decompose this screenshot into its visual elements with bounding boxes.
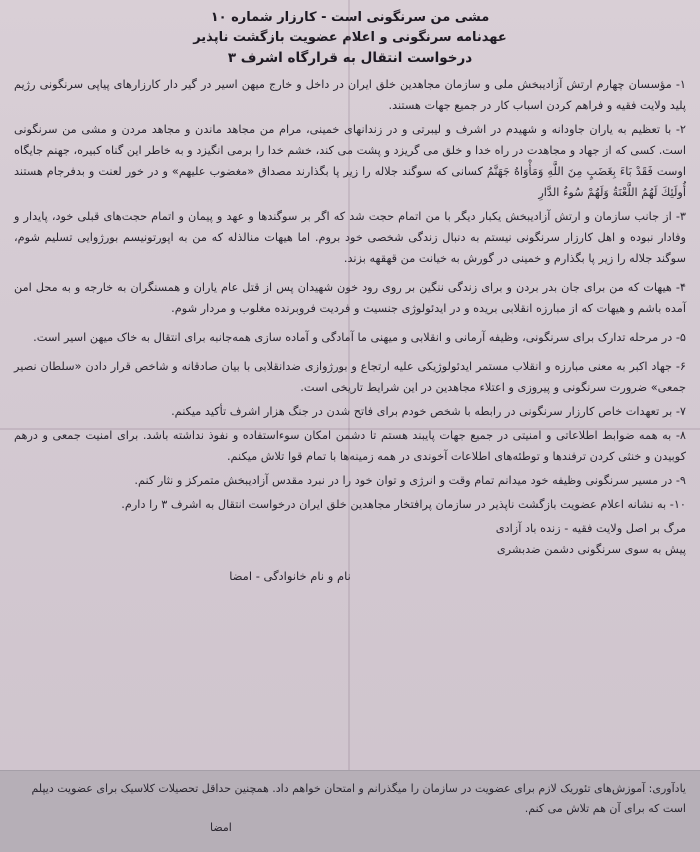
clause-2: ۲- با تعظیم به یاران جاودانه و شهیدم در اشرف و لیبرتی و در زندانهای خمینی، مرام من مجاهد ماندن و مجاهد مردن و مشی من سرنگونی است. کسی که از جهاد و مجاهدت در راه خدا و خلق می گریزد و پشت می کند، خشم خدا را برمی انگیزد و به خاطر این گناه کبیره، جهنم جایگاه اوست فَقَدْ بَاءَ بِغَضَبٍ مِنَ اللَّهِ وَمَأْوَاهُ جَهَنَّمُ کسانی که سوگند جلاله را زیر پا بگذارند مصداق «مغضوب علیهم» و در خور لعنت و بدفرجام هستند أُولَئِكَ لَهُمُ اللَّعْنَةُ وَلَهُمْ سُوءُ الدَّارِ (14, 123, 686, 199)
clause-9: ۹- در مسیر سرنگونی وظیفه خود میدانم تمام وقت و انرژی و توان خود را در نبرد مقدس آزادیبخش متمرکز و نثار کنم. (134, 474, 686, 487)
clause-3: ۳- از جانب سازمان و ارتش آزادیبخش یکبار دیگر با من اتمام حجت شد که اگر بر سوگندها و عهد و پیمان و اتمام حجت‌های قبلی خود، پایدار و وفادار نبوده و اهل کارزار سرنگونی نیستم به دنبال زندگی شخصی خود بروم. اما هیهات منالذله که من به اپورتونیسم بورژوایی تسلیم شوم، سوگند جلاله را زیر پا بگذارم و خمینی در گورش به خیانت من قهقهه بزند. (14, 210, 686, 265)
document-title-covenant: عهدنامه سرنگونی و اعلام عضویت بازگشت ناپذیر (193, 30, 507, 45)
reminder-box (0, 770, 700, 852)
paper-fold-vertical (348, 0, 350, 852)
clause-1: ۱- مؤسسان چهارم ارتش آزادیبخش ملی و سازمان مجاهدین خلق ایران در داخل و خارج میهن اسیر در گیر دار کارزارهای پیاپی سرنگونی رژیم پلید ولایت فقیه و فراهم کردن اسباب کار در جمیع جهات هستند. (14, 78, 686, 112)
closing-slogan-1: مرگ بر اصل ولایت فقیه - زنده باد آزادی (495, 522, 686, 535)
clause-7: ۷- بر تعهدات خاص کارزار سرنگونی در رابطه با شخص خودم برای فاتح شدن در جنگ هزار اشرف تأکید میکنم. (171, 405, 686, 418)
closing-slogan-2: پیش به سوی سرنگونی دشمن ضدبشری (496, 543, 686, 556)
clause-5: ۵- در مرحله تدارک برای سرنگونی، وظیفه آرمانی و انقلابی و میهنی ما آمادگی و آماده سازی همه‌جانبه برای انتقال به خاک میهن اسیر است. (33, 331, 686, 344)
document-title-request: درخواست انتقال به قرارگاه اشرف ۳ (227, 50, 473, 66)
clause-6: ۶- جهاد اکبر به معنی مبارزه و انقلاب مستمر ایدئولوژیکی علیه ارتجاع و بورژوازی ضدانقلابی با بیان صادقانه و شاخص قرار دادن «سلطان نصیر جمعی» ضرورت سرنگونی و پیروزی و اعتلاء مجاهدین در این شرایط تاریخی است. (14, 360, 686, 394)
signature-label: نام و نام خانوادگی - امضا (229, 569, 351, 583)
clause-8: ۸- به همه ضوابط اطلاعاتی و امنیتی در جمیع جهات پایبند هستم تا دشمن امکان سوءاستفاده و نفوذ نداشته باشد. برای امنیت جمعی و درهم کوبیدن و خنثی کردن ترفندها و توطئه‌های اطلاعات آخوندی در همه زمینه‌ها با تمام قوا تلاش میکنم. (14, 429, 686, 463)
clause-4: ۴- هیهات که من برای جان بدر بردن و برای زندگی ننگین بر روی رود خون شهیدان پس از قتل عام یاران و همسنگران به خارجه و به محل امن آمده باشم و هیهات که از مبارزه انقلابی بریده و در ایدئولوژی جنسیت و فردیت فروبرنده مغلوب و مردار شوم. (14, 281, 686, 315)
reminder-text: یادآوری: آموزش‌های تئوریک لازم برای عضویت در سازمان را میگذرانم و امتحان خواهم داد. همچنین حداقل تحصیلات کلاسیک برای عضویت دیپلم است که برای آن هم تلاش می کنم. (31, 782, 686, 815)
reminder-signature-label: امضا (210, 821, 232, 834)
clause-10: ۱۰- به نشانه اعلام عضویت بازگشت ناپذیر در سازمان پرافتخار مجاهدین خلق ایران درخواست انتقال به اشرف ۳ را دارم. (121, 498, 686, 511)
document-title-campaign: مشی من سرنگونی است - کارزار شماره ۱۰ (210, 10, 490, 25)
paper-fold-horizontal (0, 428, 700, 430)
